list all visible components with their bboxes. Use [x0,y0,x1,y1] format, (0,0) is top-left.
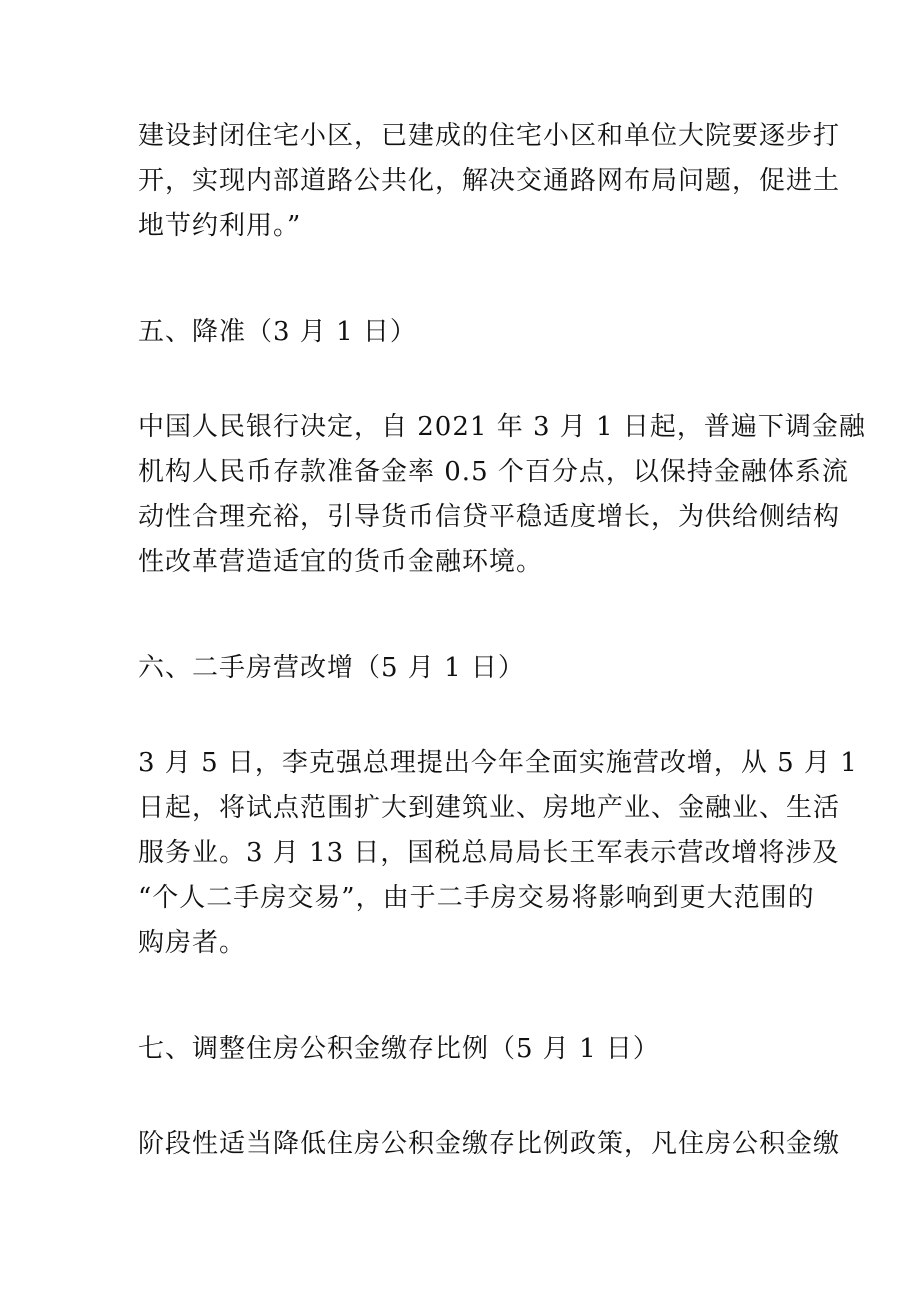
paragraph-line: 购房者。 [138,928,247,958]
paragraph-line: 阶段性适当降低住房公积金缴存比例政策，凡住房公积金缴 [138,1129,841,1159]
section-heading-rrr-cut: 五、降准（3 月 1 日） [138,317,417,347]
paragraph-line: 中国人民银行决定，自 2021 年 3 月 1 日起，普遍下调金融 [138,412,866,442]
paragraph-line: “个人二手房交易”，由于二手房交易将影响到更大范围的 [138,883,815,913]
paragraph-line: 性改革营造适宜的货币金融环境。 [138,547,544,577]
paragraph-rrr-cut [138,405,866,585]
paragraph-urban-planning [138,114,841,249]
paragraph-line: 开，实现内部道路公共化，解决交通路网布局问题，促进土 [138,166,841,196]
paragraph-line: 建设封闭住宅小区，已建成的住宅小区和单位大院要逐步打 [138,121,841,151]
section-heading-housing-fund: 七、调整住房公积金缴存比例（5 月 1 日） [138,1034,660,1064]
paragraph-housing-fund [138,1122,841,1167]
paragraph-line: 地节约利用。” [138,211,302,241]
section-heading-vat-reform: 六、二手房营改增（5 月 1 日） [138,653,525,683]
paragraph-line: 日起，将试点范围扩大到建筑业、房地产业、金融业、生活 [138,793,841,823]
paragraph-line: 服务业。3 月 13 日，国税总局局长王军表示营改增将涉及 [138,838,840,868]
paragraph-line: 动性合理充裕，引导货币信贷平稳适度增长，为供给侧结构 [138,502,841,532]
paragraph-line: 机构人民币存款准备金率 0.5 个百分点，以保持金融体系流 [138,457,849,487]
paragraph-vat-reform [138,741,858,966]
paragraph-line: 3 月 5 日，李克强总理提出今年全面实施营改增，从 5 月 1 [138,748,858,778]
